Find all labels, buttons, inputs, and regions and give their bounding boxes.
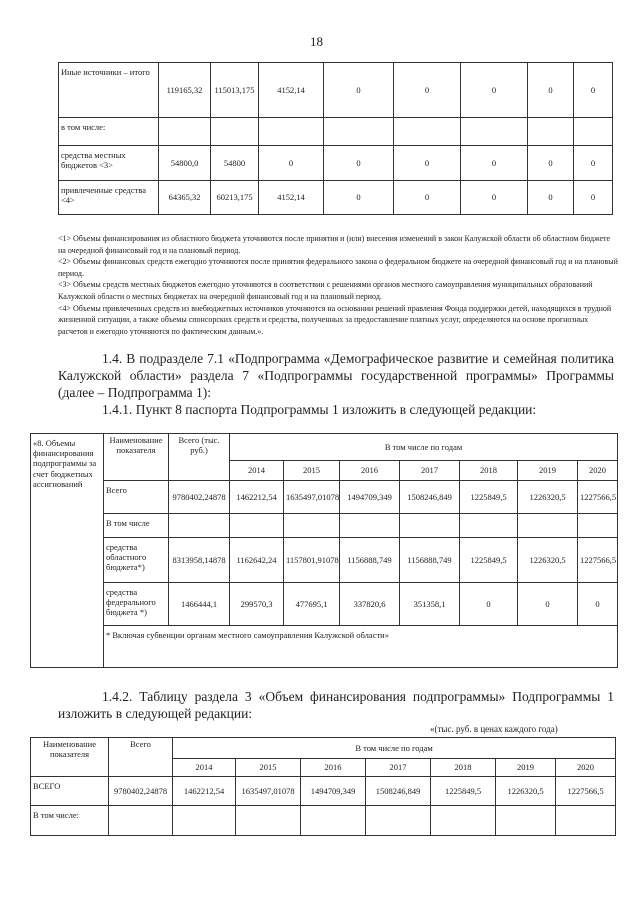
- passport-funding-table: [30, 433, 618, 668]
- table-row: [31, 538, 618, 583]
- table-cell: 119165,32: [159, 63, 211, 118]
- side-label: «8. Объемы финансирования подпрограммы за счет бюджетных ассигнований: [31, 434, 104, 668]
- table-cell: [518, 514, 578, 538]
- table-row: [59, 63, 613, 118]
- year-header: 2020: [578, 461, 618, 481]
- table-cell: 1227566,5: [578, 481, 618, 514]
- table-cell: 9780402,24878: [109, 777, 173, 806]
- table-cell: 54800,0: [159, 146, 211, 181]
- footnote: <4> Объемы привлеченных средств из внебюджетных источников уточняются на основании решений правления Фонда поддержки детей, находящихся в трудной жизненной ситуации, а также объемы спонсорских средств и средства, полученных за предоставление платных услуг, определяются на основе прогнозных расчетов и ежегодно уточняются по фактическим данным.».: [58, 303, 612, 336]
- table-cell: 0: [518, 583, 578, 626]
- table-row: [31, 481, 618, 514]
- table-cell: 8313958,14878: [169, 538, 230, 583]
- table-cell: 0: [460, 583, 518, 626]
- paragraph-1-4: 1.4. В подразделе 7.1 «Подпрограмма «Демографическое развитие и семейная политика Калужской области» раздела 7 «Подпрограммы государственной программы» Программы (далее – Подпрограмма 1):: [58, 351, 614, 400]
- table-cell: [394, 118, 461, 146]
- table-row: [31, 514, 618, 538]
- unit-note: «(тыс. руб. в ценах каждого года): [430, 724, 558, 734]
- table-cell: [400, 514, 460, 538]
- table-cell: [173, 806, 236, 836]
- table-cell: 1225849,5: [460, 538, 518, 583]
- table-cell: 1466444,1: [169, 583, 230, 626]
- table-cell: 1225849,5: [431, 777, 496, 806]
- table-cell: 9780402,24878: [169, 481, 230, 514]
- table-cell: 0: [461, 181, 528, 215]
- table-cell: 1462212,54: [230, 481, 284, 514]
- table-cell: 1227566,5: [556, 777, 616, 806]
- table-cell: 0: [574, 181, 613, 215]
- table-cell: [460, 514, 518, 538]
- table-cell: 1156888,749: [400, 538, 460, 583]
- year-header: 2018: [431, 759, 496, 777]
- subprogram-funding-table: [30, 737, 616, 836]
- table-row: [31, 806, 616, 836]
- footnote: <1> Объемы финансирования из областного бюджета уточняются после принятия и (или) внесения изменений в закон Калужской области об областном бюджете на очередной финансовый год и на плановый период.: [58, 234, 611, 255]
- year-header: 2016: [301, 759, 366, 777]
- table-cell: [496, 806, 556, 836]
- table-row: [31, 738, 616, 759]
- table-cell: 0: [528, 146, 574, 181]
- table-cell: 1162642,24: [230, 538, 284, 583]
- footnote: <2> Объемы финансовых средств ежегодно уточняются после принятия федерального закона о федеральном бюджете на очередной финансовый год и на плановый период.: [58, 257, 618, 278]
- header-name: Наименование показателя: [104, 434, 169, 481]
- table-cell: 0: [578, 583, 618, 626]
- footnotes: [58, 233, 618, 337]
- row-label: средства федерального бюджета *): [104, 583, 169, 626]
- table-cell: 1226320,5: [496, 777, 556, 806]
- table-cell: [340, 514, 400, 538]
- row-label: привлеченные средства <4>: [59, 181, 159, 215]
- table-cell: 1226320,5: [518, 538, 578, 583]
- table-cell: 115013,175: [211, 63, 259, 118]
- year-header: 2017: [366, 759, 431, 777]
- table-cell: [109, 806, 173, 836]
- table-cell: [578, 514, 618, 538]
- table-cell: 351358,1: [400, 583, 460, 626]
- table-cell: [574, 118, 613, 146]
- table-cell: 1508246,849: [400, 481, 460, 514]
- table-cell: [556, 806, 616, 836]
- table-cell: 1157801,91078: [284, 538, 340, 583]
- row-label: средства местных бюджетов <3>: [59, 146, 159, 181]
- year-header: 2016: [340, 461, 400, 481]
- table-cell: 477695,1: [284, 583, 340, 626]
- row-label: В том числе:: [31, 806, 109, 836]
- table-cell: 0: [574, 63, 613, 118]
- table-cell: 299570,3: [230, 583, 284, 626]
- paragraph-1-4-1: 1.4.1. Пункт 8 паспорта Подпрограммы 1 изложить в следующей редакции:: [102, 402, 537, 417]
- header-total: Всего: [109, 738, 173, 777]
- year-header: 2020: [556, 759, 616, 777]
- header-years: В том числе по годам: [230, 434, 618, 461]
- year-header: 2017: [400, 461, 460, 481]
- table-cell: 1227566,5: [578, 538, 618, 583]
- row-label: ВСЕГО: [31, 777, 109, 806]
- year-header: 2014: [230, 461, 284, 481]
- table-row: [31, 434, 618, 461]
- table-cell: 54800: [211, 146, 259, 181]
- table-cell: 1494709,349: [301, 777, 366, 806]
- table-cell: [461, 118, 528, 146]
- table-cell: [159, 118, 211, 146]
- table-cell: 0: [461, 146, 528, 181]
- year-header: 2015: [236, 759, 301, 777]
- year-header: 2015: [284, 461, 340, 481]
- table-cell: 60213,175: [211, 181, 259, 215]
- table-cell: 0: [574, 146, 613, 181]
- table-cell: [528, 118, 574, 146]
- table-cell: 0: [324, 146, 394, 181]
- table-cell: 4152,14: [259, 181, 324, 215]
- table-cell: 0: [528, 181, 574, 215]
- table-row: [31, 626, 618, 668]
- table-cell: [431, 806, 496, 836]
- table-cell: 0: [528, 63, 574, 118]
- table-cell: [259, 118, 324, 146]
- table-row: [59, 146, 613, 181]
- table-cell: 0: [324, 63, 394, 118]
- header-name: Наименование показателя: [31, 738, 109, 777]
- row-label: средства областного бюджета*): [104, 538, 169, 583]
- row-label: Всего: [104, 481, 169, 514]
- funding-sources-table: [58, 62, 613, 215]
- table-cell: 1494709,349: [340, 481, 400, 514]
- header-total: Всего (тыс. руб.): [169, 434, 230, 481]
- table-cell: 0: [259, 146, 324, 181]
- table-cell: 1635497,01078: [236, 777, 301, 806]
- table-cell: [230, 514, 284, 538]
- table-cell: 0: [394, 63, 461, 118]
- table-cell: 0: [394, 181, 461, 215]
- table-cell: 0: [461, 63, 528, 118]
- table-cell: 1508246,849: [366, 777, 431, 806]
- table-cell: 1226320,5: [518, 481, 578, 514]
- year-header: 2019: [518, 461, 578, 481]
- table-cell: [284, 514, 340, 538]
- page-number: 18: [310, 34, 323, 49]
- table-row: [59, 181, 613, 215]
- header-years: В том числе по годам: [173, 738, 616, 759]
- table-row: [31, 583, 618, 626]
- table-note: * Включая субвенции органам местного самоуправления Калужской области»: [104, 626, 618, 668]
- table-cell: [211, 118, 259, 146]
- year-header: 2019: [496, 759, 556, 777]
- table-cell: [169, 514, 230, 538]
- table-cell: [236, 806, 301, 836]
- row-label: Иные источники – итого: [59, 63, 159, 118]
- table-cell: 0: [324, 181, 394, 215]
- table-cell: 1462212,54: [173, 777, 236, 806]
- year-header: 2018: [460, 461, 518, 481]
- row-label: В том числе: [104, 514, 169, 538]
- table-cell: [301, 806, 366, 836]
- table-cell: [366, 806, 431, 836]
- table-cell: 64365,32: [159, 181, 211, 215]
- table-cell: 1635497,01078: [284, 481, 340, 514]
- footnote: <3> Объемы средств местных бюджетов ежегодно уточняются в соответствии с решениями органов местного самоуправления муниципальных образований Калужской области о местных бюджетах на очередной финансовый год и на плановый период.: [58, 280, 593, 301]
- table-row: [59, 118, 613, 146]
- table-cell: 0: [394, 146, 461, 181]
- table-cell: 1225849,5: [460, 481, 518, 514]
- row-label: в том числе:: [59, 118, 159, 146]
- paragraph-1-4-2: 1.4.2. Таблицу раздела 3 «Объем финансирования подпрограммы» Подпрограммы 1 изложить в следующей редакции:: [58, 689, 614, 721]
- table-cell: 337820,6: [340, 583, 400, 626]
- table-cell: 4152,14: [259, 63, 324, 118]
- table-cell: 1156888,749: [340, 538, 400, 583]
- table-cell: [324, 118, 394, 146]
- year-header: 2014: [173, 759, 236, 777]
- table-row: [31, 777, 616, 806]
